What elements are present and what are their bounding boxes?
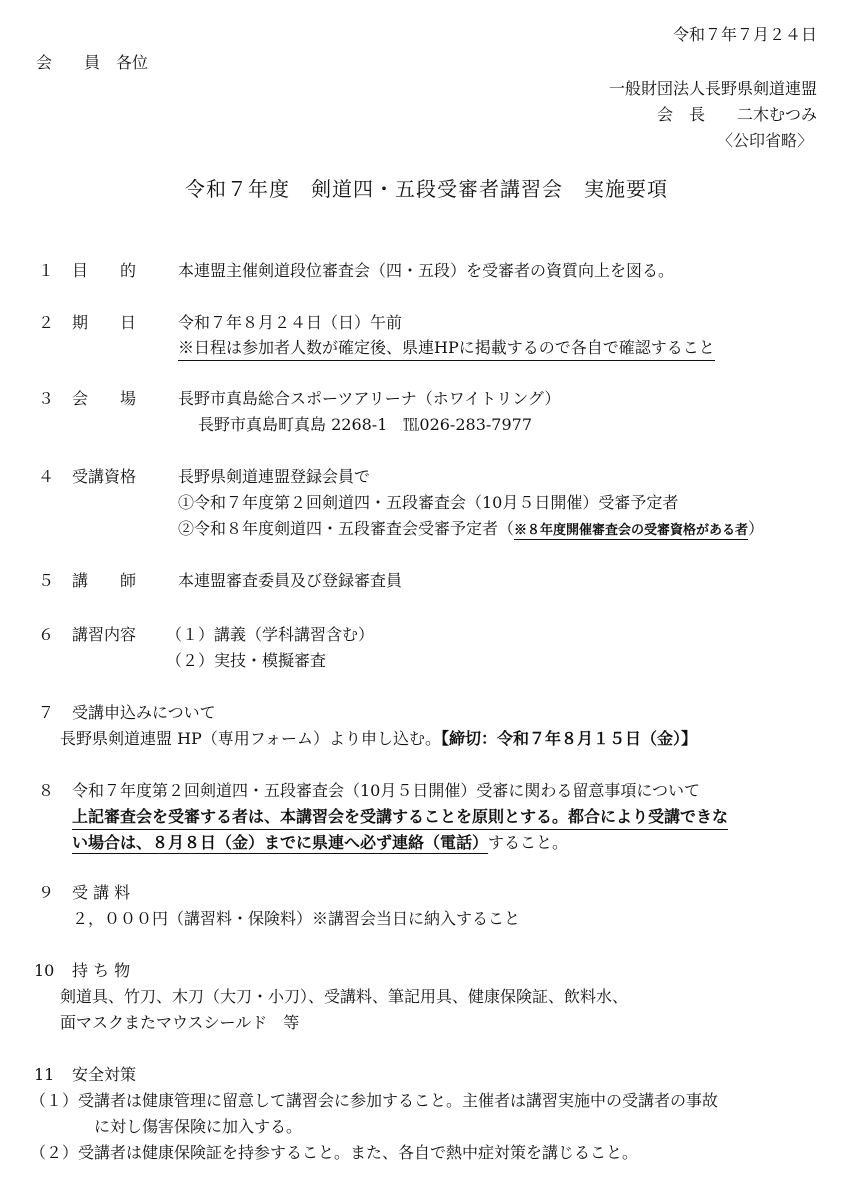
venue-address: 長野市真島町真島 2268-1 ℡026-283-7977	[198, 415, 533, 434]
venue-name: 長野市真島総合スポーツアリーナ（ホワイトリング）	[178, 389, 561, 408]
section-label: 講習内容	[72, 625, 137, 644]
section-label: 安全対策	[72, 1065, 137, 1084]
section-number: ９	[38, 883, 55, 902]
section-label: 受講申込みについて	[72, 703, 216, 722]
safety-item: （２）受講者は健康保険証を持参すること。また、各自で熱中症対策を講じること。	[30, 1143, 639, 1162]
section-label: 受 講 料	[72, 883, 131, 902]
section-text: 本連盟審査委員及び登録審査員	[178, 571, 403, 590]
section-number: ８	[38, 781, 55, 800]
belongings-line: 面マスクまたマウスシールド 等	[60, 1013, 300, 1032]
section-number: ２	[38, 313, 55, 332]
section-label: 持 ち 物	[72, 961, 131, 980]
section-label: 会 場	[72, 389, 137, 408]
schedule-note: ※日程は参加者人数が確定後、県連HPに掲載するので各自で確認すること	[178, 337, 715, 361]
section-label: 講 師	[72, 571, 137, 590]
sender-title: 会 長 二木むつみ	[656, 105, 817, 124]
section-number: ４	[38, 467, 55, 486]
section-label: 目 的	[72, 261, 137, 280]
section-number: 10	[34, 961, 55, 980]
section-text: 令和７年８月２４日（日）午前	[178, 313, 403, 332]
document-date: 令和７年７月２４日	[672, 25, 817, 44]
section-number: 11	[34, 1065, 55, 1084]
notes-line: い場合は、８月８日（金）までに県連へ必ず連絡（電話）すること。	[72, 833, 569, 852]
section-text: 長野県剣道連盟登録会員で	[178, 467, 371, 486]
application-deadline: 【締切：令和７年８月１５日（金）】	[441, 729, 698, 748]
fee-text: ２，０００円（講習料・保険料）※講習会当日に納入すること	[72, 909, 521, 928]
eligibility-item: ②令和８年度剣道四・五段審査会受審予定者（※８年度開催審査会の受審資格がある者）	[178, 519, 765, 538]
document-title: 令和７年度 剣道四・五段受審者講習会 実施要項	[185, 177, 668, 201]
section-number: ７	[38, 703, 55, 722]
section-number: ６	[38, 625, 55, 644]
sender-organization: 一般財団法人長野県剣道連盟	[608, 79, 817, 98]
belongings-line: 剣道具、竹刀、木刀（大刀・小刀）、受講料、筆記用具、健康保険証、飲料水、	[60, 987, 629, 1006]
eligibility-note: ※８年度開催審査会の受審資格がある者	[514, 523, 749, 538]
notes-line: 上記審査会を受審する者は、本講習会を受講することを原則とする。都合により受講できな	[72, 806, 728, 830]
section-number: ５	[38, 571, 55, 590]
section-label: 受講資格	[72, 467, 137, 486]
section-label: 期 日	[72, 313, 137, 332]
application-text: 長野県剣道連盟 HP（専用フォーム）より申し込む。【締切：令和７年８月１５日（金）】	[60, 729, 698, 748]
safety-item: （１）受講者は健康管理に留意して講習会に参加すること。主催者は講習実施中の受講者の事故	[30, 1091, 719, 1110]
addressee: 会 員 各位	[36, 53, 149, 72]
seal-note: 〈公印省略〉	[716, 131, 813, 150]
safety-item-continued: に対し傷害保険に加入する。	[94, 1117, 303, 1136]
section-number: １	[38, 261, 55, 280]
section-number: ３	[38, 389, 55, 408]
section-text: 本連盟主催剣道段位審査会（四・五段）を受審者の資質向上を図る。	[178, 261, 675, 280]
content-item: （２）実技・模擬審査	[166, 651, 327, 670]
content-item: （１）講義（学科講習含む）	[166, 625, 375, 644]
eligibility-item: ①令和７年度第２回剣道四・五段審査会（10月５日開催）受審予定者	[178, 493, 679, 512]
section-label: 令和７年度第２回剣道四・五段審査会（10月５日開催）受審に関わる留意事項について	[72, 781, 701, 800]
